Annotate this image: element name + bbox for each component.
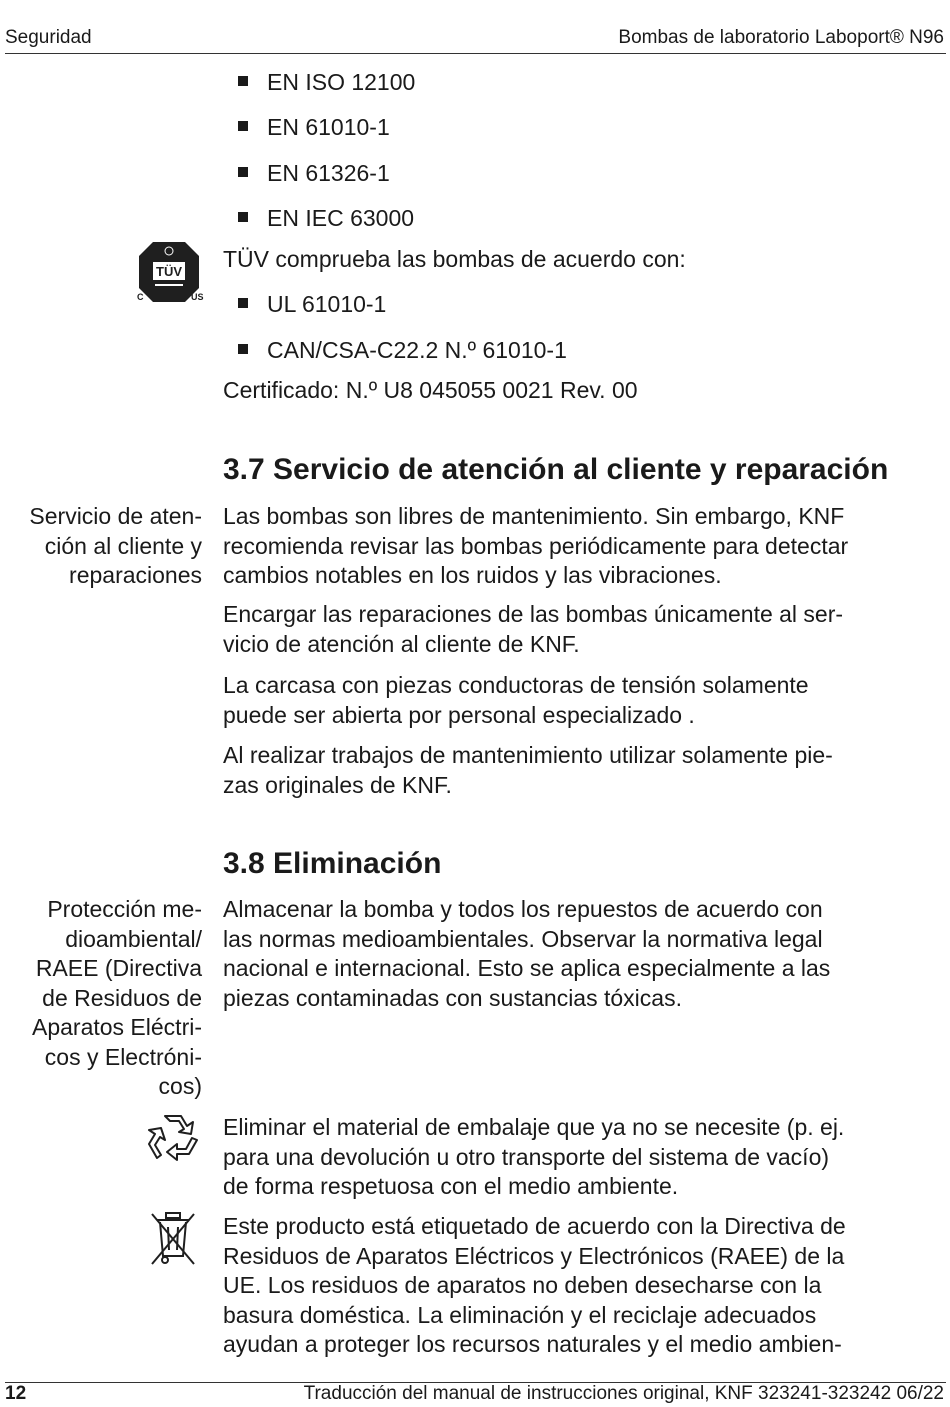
header-document-title: Bombas de laboratorio Laboport® N96 (618, 27, 944, 48)
paragraph: Las bombas son libres de mantenimiento. Sin embargo, KNF recomienda revisar las bombas periódicamente para detectar cambios notables en los ruidos y las vibraciones. (223, 503, 849, 588)
side-label-service: Servicio de aten- ción al cliente y reparaciones (29, 503, 202, 588)
paragraph: La carcasa con piezas conductoras de tensión solamente puede ser abierta por personal especializado . (223, 672, 809, 728)
tuv-standard-item: UL 61010-1 (238, 290, 386, 319)
paragraph-recycle: Eliminar el material de embalaje que ya no se necesite (p. ej. para una devolución u otro transporte del sistema de vacío) de forma respetuosa con el medio ambiente. (223, 1114, 845, 1199)
standard-item: EN 61010-1 (238, 113, 390, 142)
paragraph: Encargar las reparaciones de las bombas únicamente al ser- vicio de atención al cliente de KNF. (223, 601, 844, 657)
section-heading-3-8: 3.8 Eliminación (223, 847, 442, 880)
paragraph: Almacenar la bomba y todos los repuestos de acuerdo con las normas medioambientales. Observar la normativa legal nacional e internacional. Esto se aplica especialmente a las piezas contaminadas con sustancias tóxicas. (223, 896, 831, 1011)
weee-crossed-bin-icon (148, 1210, 198, 1268)
tuv-certification-mark-icon (135, 240, 205, 304)
paragraph: Al realizar trabajos de mantenimiento utilizar solamente pie- zas originales de KNF. (223, 742, 833, 798)
tuv-standard-item: CAN/CSA-C22.2 N.º 61010-1 (238, 336, 567, 365)
side-label-environment: Protección me- dioambiental/ RAEE (Directiva de Residuos de Aparatos Eléctri- cos y Electróni- cos) (31, 896, 202, 1099)
standard-item: EN IEC 63000 (238, 204, 414, 233)
header-rule (5, 53, 946, 54)
svg-text:TÜV: TÜV (156, 264, 182, 279)
tuv-intro: TÜV comprueba las bombas de acuerdo con: (223, 246, 686, 272)
standard-item: EN ISO 12100 (238, 68, 415, 97)
recycle-icon (143, 1110, 203, 1168)
standard-item: EN 61326-1 (238, 159, 390, 188)
certificate-number: Certificado: N.º U8 045055 0021 Rev. 00 (223, 377, 638, 403)
svg-text:C: C (137, 292, 144, 302)
footer-text: Traducción del manual de instrucciones original, KNF 323241-323242 06/22 (303, 1383, 944, 1404)
header-section-title: Seguridad (5, 27, 92, 48)
section-heading-3-7: 3.7 Servicio de atención al cliente y reparación (223, 453, 889, 486)
svg-text:US: US (191, 292, 204, 302)
paragraph-weee: Este producto está etiquetado de acuerdo con la Directiva de Residuos de Aparatos Eléctricos y Electrónicos (RAEE) de la UE. Los residuos de aparatos no deben desecharse con la basura doméstica. La eliminación y el reciclaje adecuados ayudan a proteger los recursos naturales y el medio ambien- (223, 1213, 846, 1357)
page-number: 12 (5, 1383, 27, 1404)
